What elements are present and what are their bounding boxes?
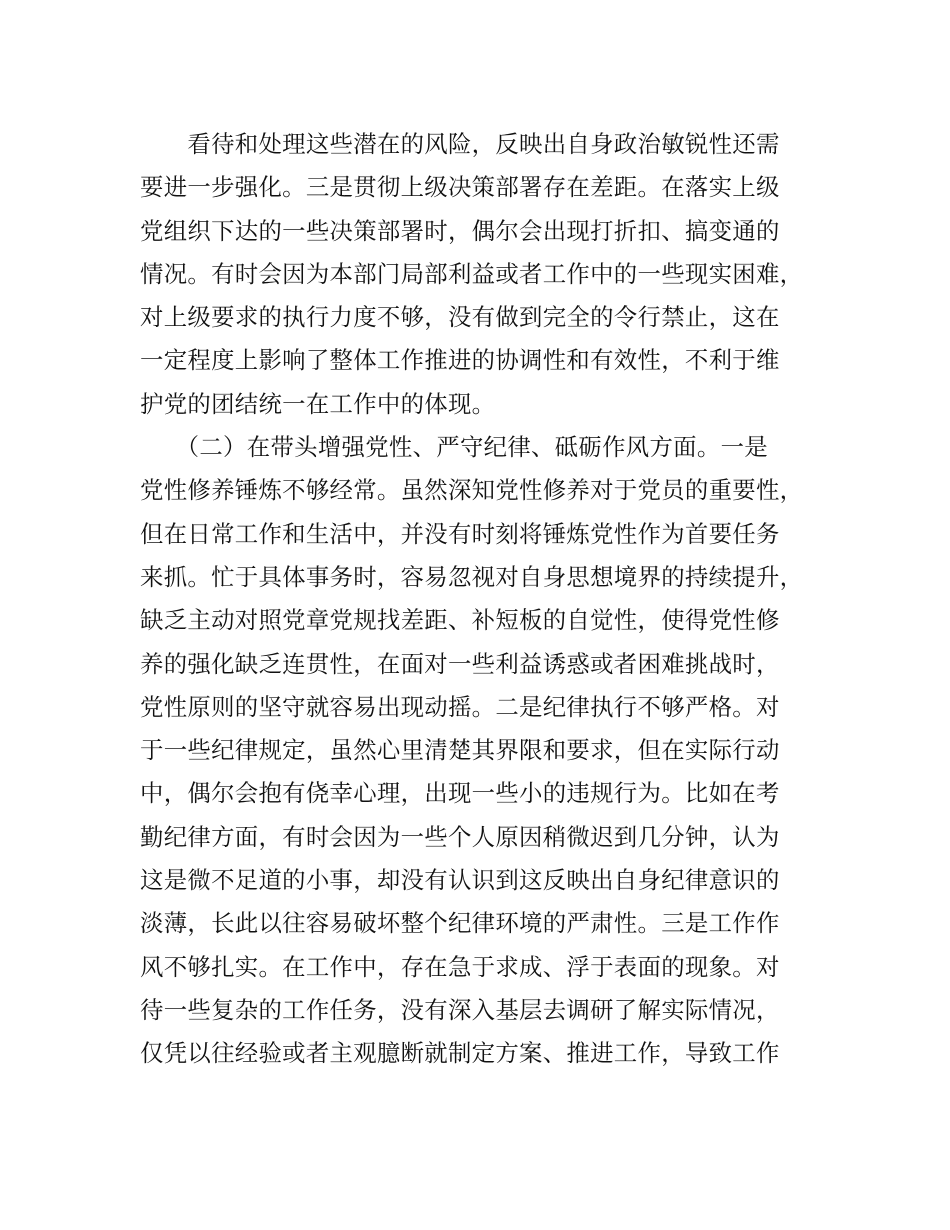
- text-line: 一定程度上影响了整体工作推进的协调性和有效性，不利于维: [140, 346, 780, 375]
- text-line: 中，偶尔会抱有侥幸心理，出现一些小的违规行为。比如在考: [140, 779, 780, 808]
- text-line: 要进一步强化。三是贯彻上级决策部署存在差距。在落实上级: [140, 173, 780, 202]
- text-line: 缺乏主动对照党章党规找差距、补短板的自觉性，使得党性修: [140, 606, 780, 635]
- text-line: 党性修养锤炼不够经常。虽然深知党性修养对于党员的重要性，: [140, 476, 804, 505]
- text-line: 勤纪律方面，有时会因为一些个人原因稍微迟到几分钟，认为: [140, 822, 780, 851]
- paragraph-section-two: [140, 426, 840, 1075]
- text-line: 对上级要求的执行力度不够，没有做到完全的令行禁止，这在: [140, 303, 780, 332]
- paragraph-political-sensitivity: [140, 123, 840, 426]
- section-heading-line: （二）在带头增强党性、严守纪律、砥砺作风方面。一是: [140, 433, 768, 462]
- text-line: 但在日常工作和生活中，并没有时刻将锤炼党性作为首要任务: [140, 519, 780, 548]
- text-line: 情况。有时会因为本部门局部利益或者工作中的一些现实困难，: [140, 259, 804, 288]
- text-line: 淡薄，长此以往容易破坏整个纪律环境的严肃性。三是工作作: [140, 909, 780, 938]
- text-line: 风不够扎实。在工作中，存在急于求成、浮于表面的现象。对: [140, 952, 780, 981]
- text-line: 党性原则的坚守就容易出现动摇。二是纪律执行不够严格。对: [140, 692, 780, 721]
- text-line: 这是微不足道的小事，却没有认识到这反映出自身纪律意识的: [140, 866, 780, 895]
- text-line: 护党的团结统一在工作中的体现。: [140, 389, 496, 418]
- text-line: 党组织下达的一些决策部署时，偶尔会出现打折扣、搞变通的: [140, 216, 780, 245]
- text-line: 于一些纪律规定，虽然心里清楚其界限和要求，但在实际行动: [140, 736, 780, 765]
- text-line: 仅凭以往经验或者主观臆断就制定方案、推进工作，导致工作: [140, 1039, 780, 1068]
- document-body: [140, 123, 840, 1076]
- text-line: 待一些复杂的工作任务，没有深入基层去调研了解实际情况，: [140, 995, 780, 1024]
- text-line: 来抓。忙于具体事务时，容易忽视对自身思想境界的持续提升，: [140, 562, 804, 591]
- text-line: 养的强化缺乏连贯性，在面对一些利益诱惑或者困难挑战时，: [140, 649, 780, 678]
- text-line: 看待和处理这些潜在的风险，反映出自身政治敏锐性还需: [140, 130, 780, 158]
